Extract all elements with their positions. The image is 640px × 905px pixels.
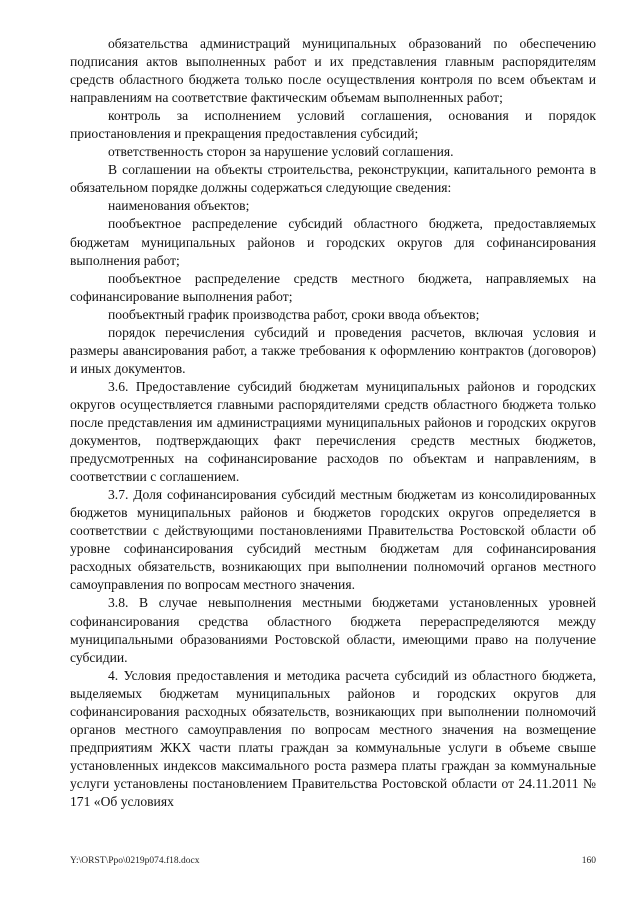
paragraph: В соглашении на объекты строительства, реконструкции, капитального ремонта в обязательном порядке должны содержаться следующие сведения: [70,162,596,196]
paragraph: пообъектное распределение средств местного бюджета, направляемых на софинансирование выполнения работ; [70,270,596,304]
paragraph-section-3-8: 3.8. В случае невыполнения местными бюджетами установленных уровней софинансирования средства областного бюджета перераспределяются между муниципальными образованиями Ростовской области, имеющими право на получение субсидии. [70,595,596,665]
paragraph: пообъектное распределение субсидий областного бюджета, предоставляемых бюджетам муниципальных районов и городских округов для софинансирования выполнения работ; [70,216,596,268]
document-body [70,35,596,811]
paragraph: контроль за исполнением условий соглашения, основания и порядок приостановления и прекращения предоставления субсидий; [70,108,596,142]
paragraph-section-4: 4. Условия предоставления и методика расчета субсидий из областного бюджета, выделяемых бюджетам муниципальных районов и городских округов для софинансирования расходных обязательств, возникающих при выполнении полномочий органов местного самоуправления по вопросам местного значения на возмещение предприятиям ЖКХ части платы граждан за коммунальные услуги в объеме свыше установленных индексов максимального роста размера платы граждан за коммунальные услуги установлены постановлением Правительства Ростовской области от 24.11.2011 № 171 «Об условиях [70,667,596,809]
paragraph: ответственность сторон за нарушение условий соглашения. [108,144,454,160]
paragraph-section-3-7: 3.7. Доля софинансирования субсидий местным бюджетам из консолидированных бюджетов муниципальных районов и бюджетов городских округов определяется в соответствии с действующими постановлениями Правительства Ростовской области об уровне софинансирования субсидий местным бюджетам для софинансирования расходных обязательств, возникающих при выполнении полномочий органов местного самоуправления по вопросам местного значения. [70,487,596,593]
paragraph: наименования объектов; [108,198,250,214]
paragraph: пообъектный график производства работ, сроки ввода объектов; [108,306,480,322]
paragraph-section-3-6: 3.6. Предоставление субсидий бюджетам муниципальных районов и городских округов осуществляется главными распорядителями средств областного бюджета только после представления им администрациями муниципальных районов и городских округов документов, подтверждающих факт перечисления средств местных бюджетов, предусмотренных на софинансирование расходов по объектам и направлениям, в соответствии с соглашением. [70,378,596,485]
page-number: 160 [581,856,596,866]
paragraph: обязательства администраций муниципальных образований по обеспечению подписания актов выполненных работ и их представления главным распорядителям средств областного бюджета только после осуществления контроля по всем объектам и направлениям на соответствие фактическим объемам выполненных работ; [70,36,596,106]
paragraph: порядок перечисления субсидий и проведения расчетов, включая условия и размеры авансирования работ, а также требования к оформлению контрактов (договоров) и иных документов. [70,324,596,376]
footer-file-path: Y:\ORST\Ppo\0219p074.f18.docx [70,856,200,866]
